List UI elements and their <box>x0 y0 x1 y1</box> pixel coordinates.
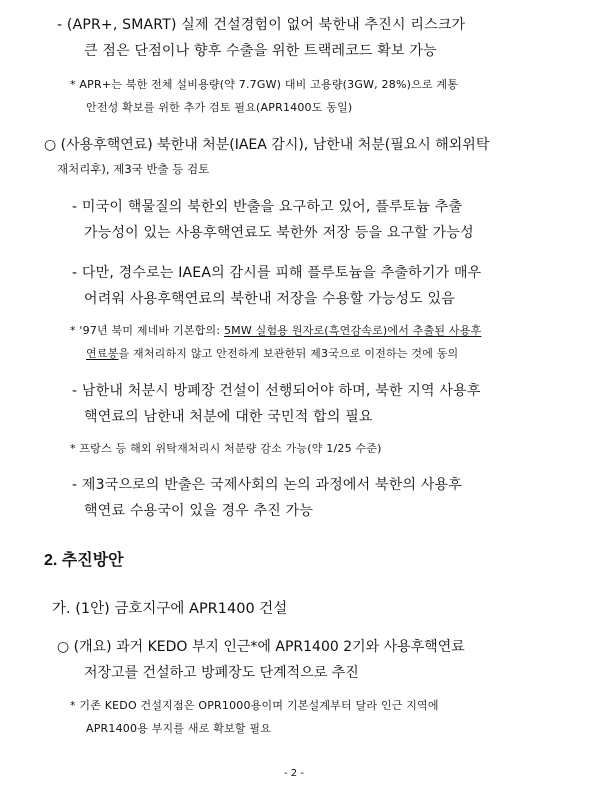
text-line <box>70 322 481 338</box>
subsection-heading: 가. (1안) 금호지구에 APR1400 건설 <box>52 601 288 617</box>
text-line: * 기존 KEDO 건설지점은 OPR1000용이며 기본설계부터 달라 인근 지역에 <box>70 699 439 712</box>
text-segment: * '97년 북미 제네바 기본합의: <box>70 324 224 337</box>
text-line: APR1400용 부지를 새로 확보할 필요 <box>86 722 272 735</box>
text-line: 저장고를 건설하고 방폐장도 단계적으로 추진 <box>84 665 359 681</box>
text-line: ○ (사용후핵연료) 북한내 처분(IAEA 감시), 남한내 처분(필요시 해외위탁 <box>44 137 490 153</box>
text-line: 핵연료 수용국이 있을 경우 추진 가능 <box>84 503 314 519</box>
text-line: 어려워 사용후핵연료의 북한내 저장을 수용할 가능성도 있음 <box>84 291 455 307</box>
text-line <box>86 345 458 361</box>
text-line: 안전성 확보를 위한 추가 검토 필요(APR1400도 동일) <box>86 101 353 114</box>
text-line: 가능성이 있는 사용후핵연료도 북한外 저장 등을 요구할 가능성 <box>84 225 474 241</box>
text-segment: 을 재처리하지 않고 안전하게 보관한뒤 제3국으로 이전하는 것에 동의 <box>118 347 459 360</box>
text-line: ○ (개요) 과거 KEDO 부지 인근*에 APR1400 2기와 사용후핵연료 <box>57 639 465 655</box>
underlined-text: 5MW 실험용 원자로(흑연감속로)에서 추출된 사용후 <box>223 324 482 337</box>
text-line: 핵연료의 남한내 처분에 대한 국민적 합의 필요 <box>84 409 373 425</box>
section-heading: 2. 추진방안 <box>44 552 124 569</box>
text-line: - 미국이 핵물질의 북한외 반출을 요구하고 있어, 플루토늄 추출 <box>72 199 463 215</box>
text-line: * APR+는 북한 전체 설비용량(약 7.7GW) 대비 고용량(3GW, 28%)으로 계통 <box>70 78 459 91</box>
underlined-text: 연료봉 <box>86 347 119 360</box>
text-line: - 제3국으로의 반출은 국제사회의 논의 과정에서 북한의 사용후 <box>72 477 463 493</box>
text-line: * 프랑스 등 해외 위탁재처리시 처분량 감소 가능(약 1/25 수준) <box>70 442 382 455</box>
text-line: 큰 점은 단점이나 향후 수출을 위한 트랙레코드 확보 가능 <box>84 43 437 59</box>
text-line: 재처리후), 제3국 반출 등 검토 <box>57 162 210 176</box>
text-line: - 남한내 처분시 방폐장 건설이 선행되어야 하며, 북한 지역 사용후 <box>72 383 481 399</box>
page-number: - 2 - <box>284 768 304 779</box>
text-line: - 다만, 경수로는 IAEA의 감시를 피해 플루토늄을 추출하기가 매우 <box>72 265 482 281</box>
text-line: - (APR+, SMART) 실제 건설경험이 없어 북한내 추진시 리스크가 <box>57 17 466 33</box>
